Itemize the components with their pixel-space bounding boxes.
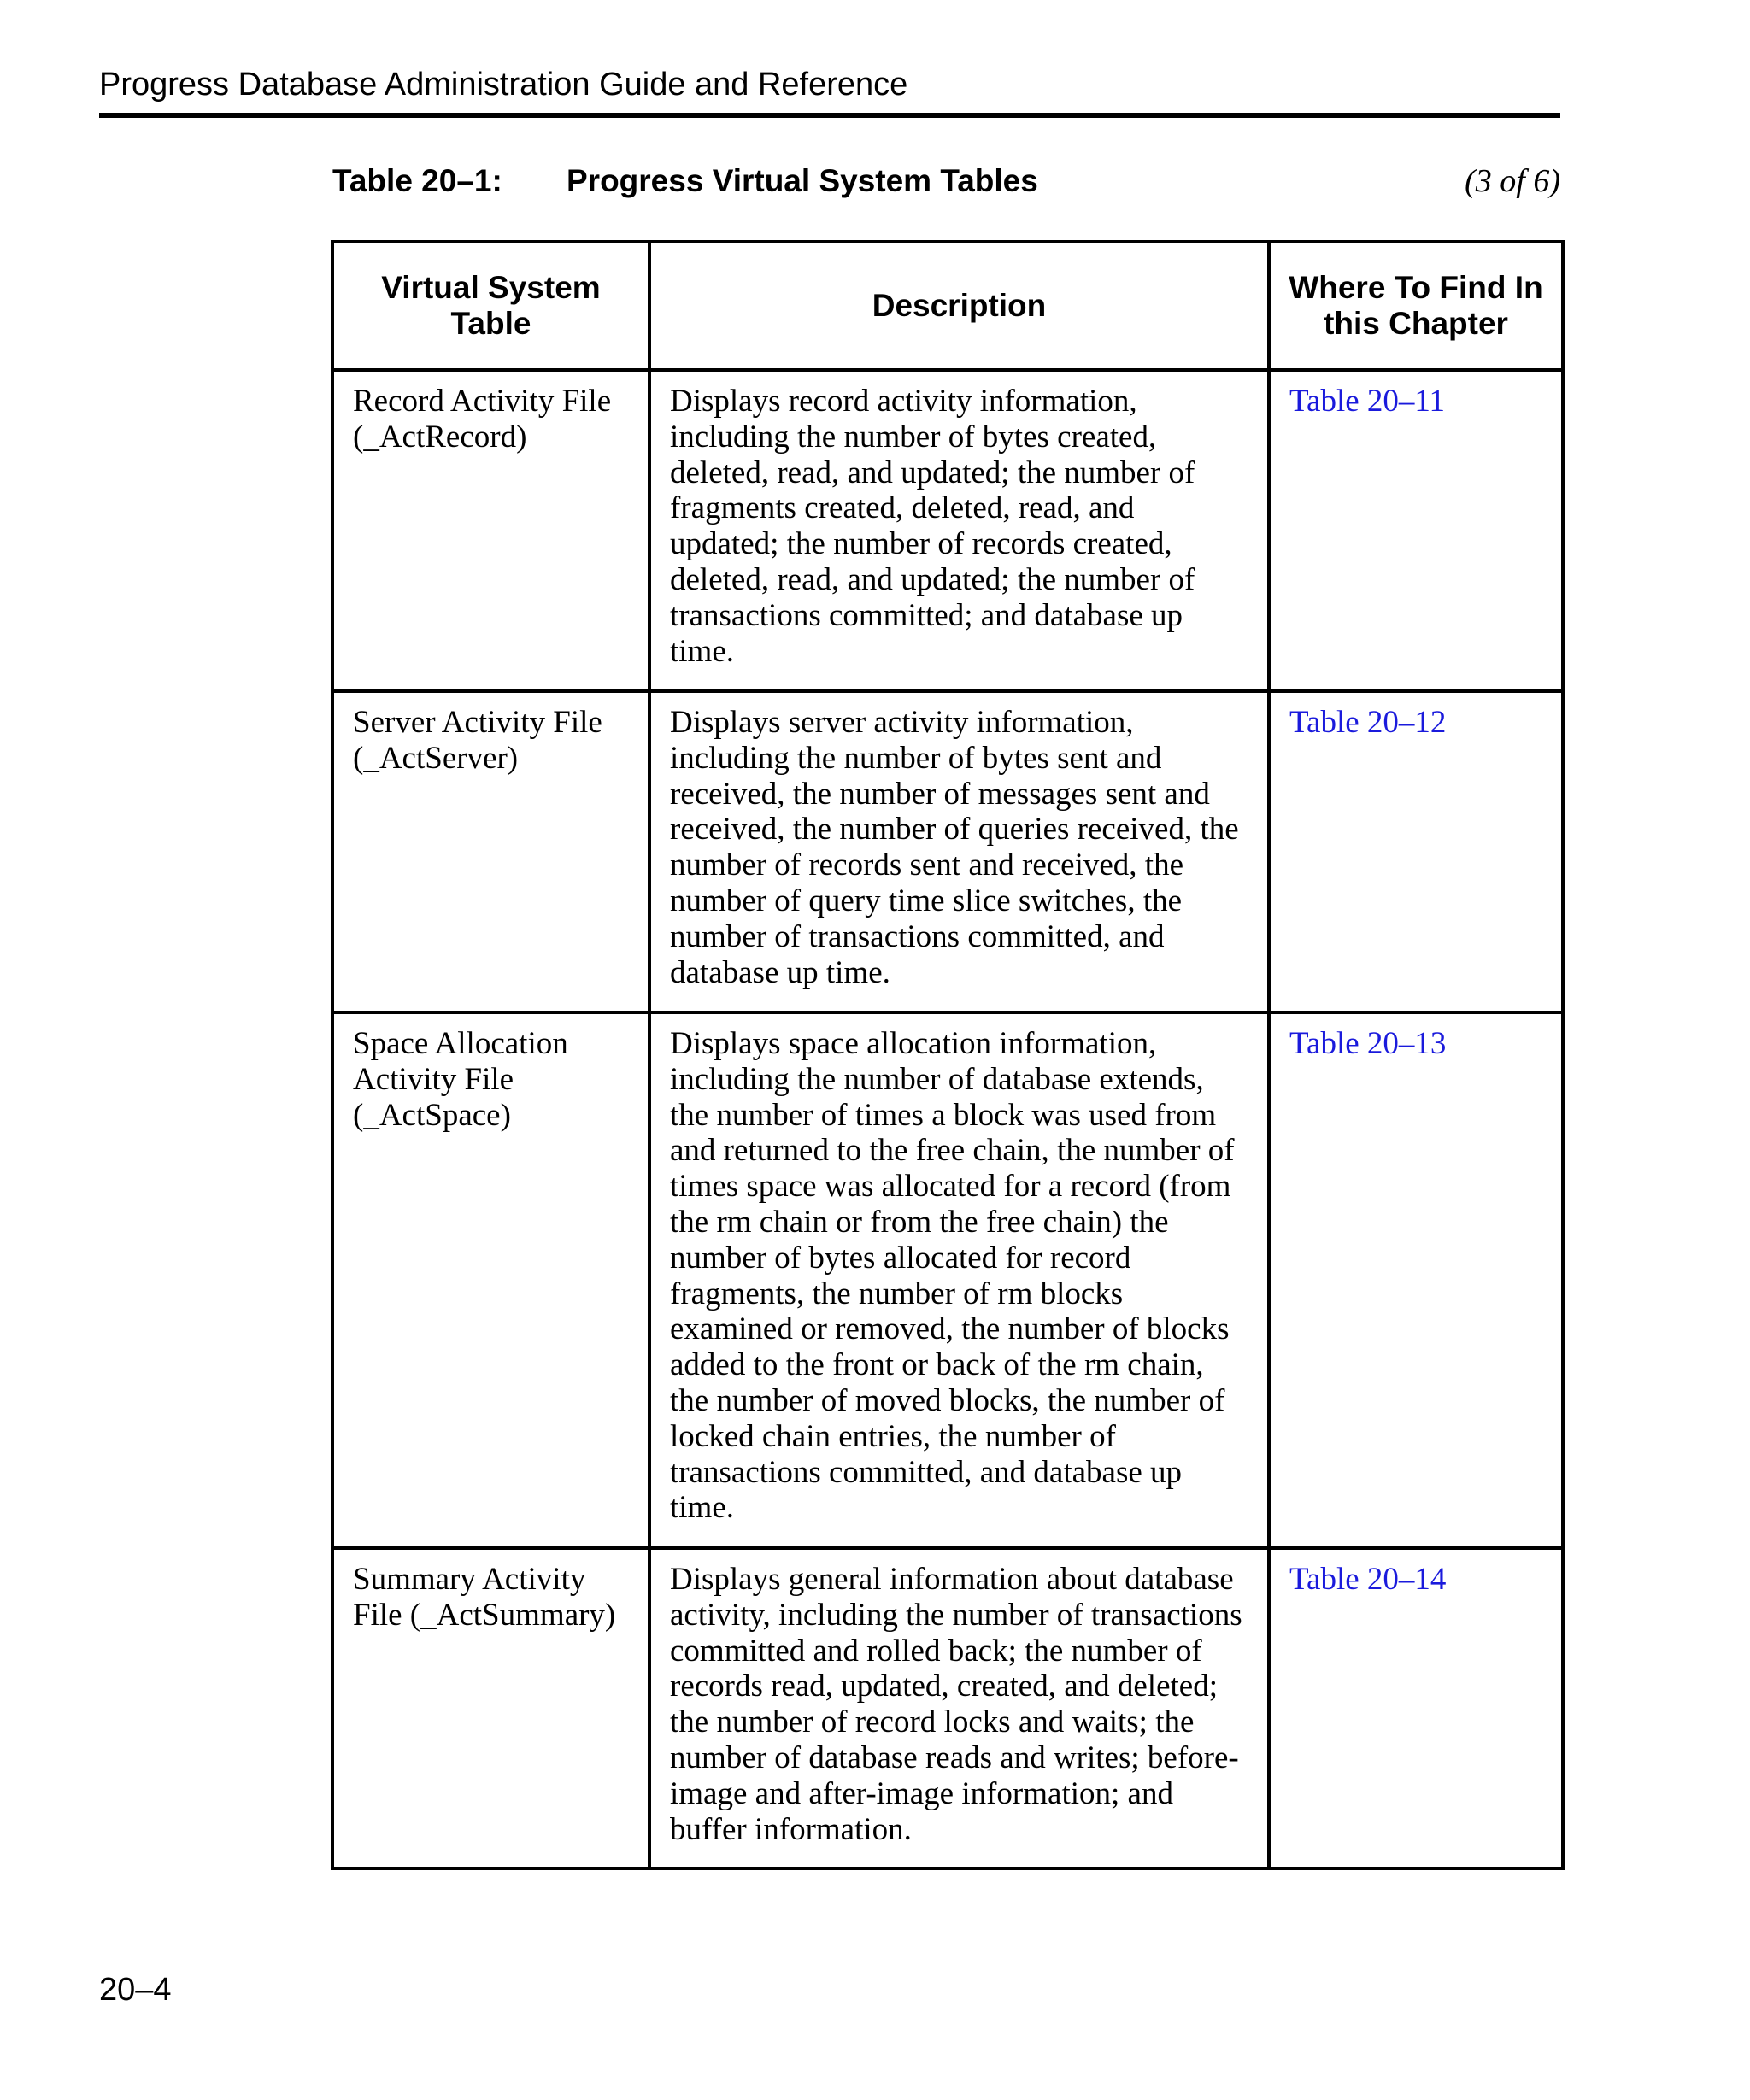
table-description-cell: Displays record activity information, including the number of bytes created, deleted, read, and updated; the number of fragments created, deleted, read, and updated; the number of records created, deleted, read, and updated; the number of transactions committed; and database up time. <box>649 370 1269 691</box>
table-reference-link[interactable]: Table 20–12 <box>1289 705 1447 740</box>
table-caption <box>332 162 1560 205</box>
table-reference-cell <box>1269 1548 1563 1868</box>
table-description-cell: Displays space allocation information, including the number of database extends, the number of times a block was used from and returned to the free chain, the number of times space was allocated for a record (from the rm chain or from the free chain) the number of bytes allocated for record fragments, the number of rm blocks examined or removed, the number of blocks added to the front or back of the rm chain, the number of moved blocks, the number of locked chain entries, the number of transactions committed, and database up time. <box>649 1012 1269 1548</box>
table-row <box>332 691 1563 1012</box>
table-name-cell: Space Allocation Activity File (_ActSpace) <box>332 1012 649 1548</box>
table-reference-cell <box>1269 1012 1563 1548</box>
table-reference-link[interactable]: Table 20–11 <box>1289 384 1446 419</box>
table-reference-cell <box>1269 691 1563 1012</box>
table-name-cell: Server Activity File (_ActServer) <box>332 691 649 1012</box>
table-row <box>332 1012 1563 1548</box>
table-reference-cell <box>1269 370 1563 691</box>
table-description-cell: Displays general information about database activity, including the number of transactions committed and rolled back; the number of records read, updated, created, and deleted; the number of record locks and waits; the number of database reads and writes; before-image and after-image information; and buffer information. <box>649 1548 1269 1868</box>
table-name-cell: Summary Activity File (_ActSummary) <box>332 1548 649 1868</box>
running-header-title: Progress Database Administration Guide and Reference <box>99 67 908 103</box>
table-caption-title: Progress Virtual System Tables <box>567 163 1038 198</box>
running-header <box>99 65 1560 118</box>
table-header-row <box>332 242 1563 370</box>
table-row <box>332 370 1563 691</box>
table-description-cell: Displays server activity information, including the number of bytes sent and received, the number of messages sent and received, the number of queries received, the number of records sent and received, the number of query time slice switches, the number of transactions committed, and database up time. <box>649 691 1269 1012</box>
page-number: 20–4 <box>99 1972 172 2008</box>
virtual-system-tables-table <box>331 240 1565 1870</box>
column-header-where-to-find: Where To Find In this Chapter <box>1269 242 1563 370</box>
table-caption-number: Table 20–1: <box>332 163 502 198</box>
table-reference-link[interactable]: Table 20–14 <box>1289 1562 1447 1597</box>
table-caption-part: (3 of 6) <box>1465 163 1560 199</box>
table-name-cell: Record Activity File (_ActRecord) <box>332 370 649 691</box>
table-row <box>332 1548 1563 1868</box>
table-reference-link[interactable]: Table 20–13 <box>1289 1026 1447 1061</box>
column-header-description: Description <box>649 242 1269 370</box>
column-header-virtual-system-table: Virtual System Table <box>332 242 649 370</box>
